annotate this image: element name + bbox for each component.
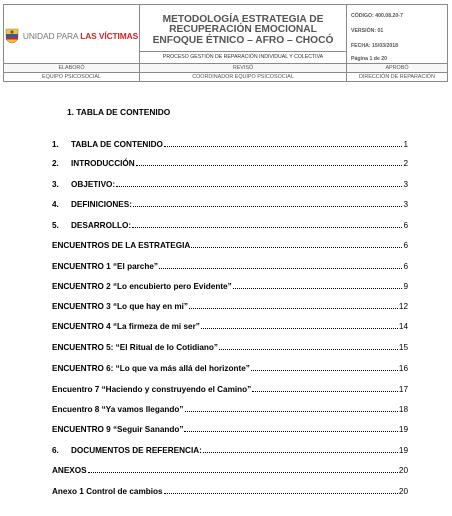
reviso-value: COORDINADOR EQUIPO PSICOSOCIAL	[140, 73, 347, 82]
meta-cell	[347, 5, 448, 68]
toc-entry[interactable]	[52, 364, 408, 373]
toc-entry-page: 19	[398, 425, 408, 434]
toc-entry-label: ENCUENTRO 6: “Lo que va más allá del horizonte”	[52, 364, 250, 373]
aprobo-label: APROBÓ	[347, 64, 448, 73]
toc-entry[interactable]	[52, 322, 408, 331]
toc-entry-page: 16	[398, 364, 408, 373]
toc-entry[interactable]	[52, 282, 408, 291]
toc-entry-page: 14	[398, 322, 408, 331]
toc-entry[interactable]	[52, 425, 408, 434]
toc-entry-page: 12	[398, 302, 408, 311]
logo	[4, 28, 139, 44]
logo-text-part2: LAS VÍCTIMAS	[80, 31, 139, 41]
process-name: PROCESO GESTIÓN DE REPARACIÓN INDIVIDUAL Y COLECTIVA	[140, 51, 346, 62]
toc-entry-page: 19	[398, 446, 408, 455]
toc-entry[interactable]	[52, 221, 408, 230]
toc-leader-dots	[133, 206, 402, 207]
toc-leader-dots	[159, 268, 402, 269]
toc-entry-page: 20	[398, 466, 408, 475]
doc-title-line2: RECUPERACIÓN EMOCIONAL	[169, 24, 317, 35]
logo-text-part1: UNIDAD PARA	[22, 31, 81, 41]
toc-entry[interactable]	[52, 343, 408, 352]
toc-entry-label: TABLA DE CONTENIDO	[71, 140, 163, 149]
toc-entry-label: OBJETIVO:	[71, 180, 116, 189]
logo-cell	[4, 5, 140, 68]
toc-entry[interactable]	[52, 200, 408, 209]
doc-page: Página 1 de 20	[351, 55, 388, 62]
toc-entry-number: 1.	[52, 140, 59, 149]
toc-entry-page: 6	[403, 221, 408, 230]
toc-entry-page: 3	[403, 200, 408, 209]
toc-leader-dots	[219, 349, 398, 350]
toc-entry-label: INTRODUCCIÓN	[71, 159, 135, 168]
toc-leader-dots	[88, 472, 398, 473]
toc-entry-page: 17	[398, 385, 408, 394]
toc-entry-page: 15	[398, 343, 408, 352]
toc-entry-page: 1	[403, 140, 408, 149]
doc-version: VERSIÓN: 01	[351, 27, 384, 34]
toc-entry-page: 6	[403, 262, 408, 271]
toc-entry[interactable]	[52, 466, 408, 475]
toc-entry[interactable]	[52, 405, 408, 414]
title-cell	[140, 5, 347, 68]
toc-entry-page: 20	[398, 487, 408, 496]
toc-entry[interactable]	[52, 302, 408, 311]
toc-entry-label: Anexo 1 Control de cambios	[52, 487, 163, 496]
toc-entry[interactable]	[52, 385, 408, 394]
toc-entry[interactable]	[52, 180, 408, 189]
reviso-label: REVISÓ	[140, 64, 347, 73]
toc-heading: 1. TABLA DE CONTENIDO	[67, 107, 171, 117]
elaboro-value: EQUIPO PSICOSOCIAL	[4, 73, 140, 82]
toc-entry[interactable]	[52, 241, 408, 250]
toc-leader-dots	[116, 186, 402, 187]
toc-entry-page: 6	[403, 241, 408, 250]
toc-leader-dots	[164, 146, 403, 147]
toc-entry[interactable]	[52, 140, 408, 149]
toc-entry-number: 3.	[52, 180, 59, 189]
toc-entry-label: ENCUENTRO 1 “El parche”	[52, 262, 159, 271]
doc-title-line3: ENFOQUE ÉTNICO – AFRO – CHOCÓ	[152, 34, 334, 46]
toc-leader-dots	[184, 431, 397, 432]
elaboro-label: ELABORÓ	[4, 64, 140, 73]
toc-entry-label: ENCUENTRO 5: “El Ritual de lo Cotidiano”	[52, 343, 219, 352]
toc-entry-label: DOCUMENTOS DE REFERENCIA:	[71, 446, 202, 455]
doc-date: FECHA: 15/03/2018	[351, 42, 398, 49]
toc-entry-label: ANEXOS	[52, 466, 87, 475]
toc-leader-dots	[164, 493, 398, 494]
toc-entry-label: ENCUENTRO 2 “Lo encubierto pero Evidente”	[52, 282, 232, 291]
doc-code: CÓDIGO: 400.08.20-7	[351, 12, 403, 19]
toc-leader-dots	[185, 411, 398, 412]
toc-entry-page: 9	[403, 282, 408, 291]
toc-entry[interactable]	[52, 262, 408, 271]
toc-entry-number: 5.	[52, 221, 59, 230]
toc-entry-page: 3	[403, 180, 408, 189]
toc-entry-label: Encuentro 7 “Haciendo y construyendo el Camino”	[52, 385, 252, 394]
toc-entry-label: DEFINICIONES:	[71, 200, 132, 209]
toc-leader-dots	[136, 165, 403, 166]
toc-entry-label: DESARROLLO:	[71, 221, 132, 230]
toc-leader-dots	[201, 328, 398, 329]
toc-entry[interactable]	[52, 159, 408, 168]
toc-leader-dots	[203, 452, 398, 453]
toc-entry[interactable]	[52, 446, 408, 455]
toc-leader-dots	[233, 288, 403, 289]
toc-entry-label: ENCUENTROS DE LA ESTRATEGIA	[52, 241, 191, 250]
toc-entry[interactable]	[52, 487, 408, 496]
toc-entry-page: 2	[403, 159, 408, 168]
toc-entry-number: 6.	[52, 446, 59, 455]
doc-title-line1: METODOLOGÍA ESTRATEGIA DE	[162, 13, 324, 25]
toc-leader-dots	[252, 391, 398, 392]
toc-entry-page: 18	[398, 405, 408, 414]
coat-of-arms-icon	[5, 28, 19, 44]
document-header	[3, 4, 448, 68]
toc-entry-label: Encuentro 8 “Ya vamos llegando”	[52, 405, 184, 414]
signature-table	[3, 63, 448, 82]
toc-entry-label: ENCUENTRO 3 “Lo que hay en mi”	[52, 302, 189, 311]
toc-leader-dots	[189, 308, 398, 309]
toc-leader-dots	[191, 247, 402, 248]
toc-leader-dots	[132, 227, 402, 228]
toc-entry-label: ENCUENTRO 9 “Seguir Sanando”	[52, 425, 184, 434]
toc-leader-dots	[251, 370, 398, 371]
toc-entry-number: 2.	[52, 159, 59, 168]
toc-entry-number: 4.	[52, 200, 59, 209]
aprobo-value: DIRECCIÓN DE REPARACIÓN	[347, 73, 448, 82]
toc-entry-label: ENCUENTRO 4 “La firmeza de mi ser”	[52, 322, 200, 331]
